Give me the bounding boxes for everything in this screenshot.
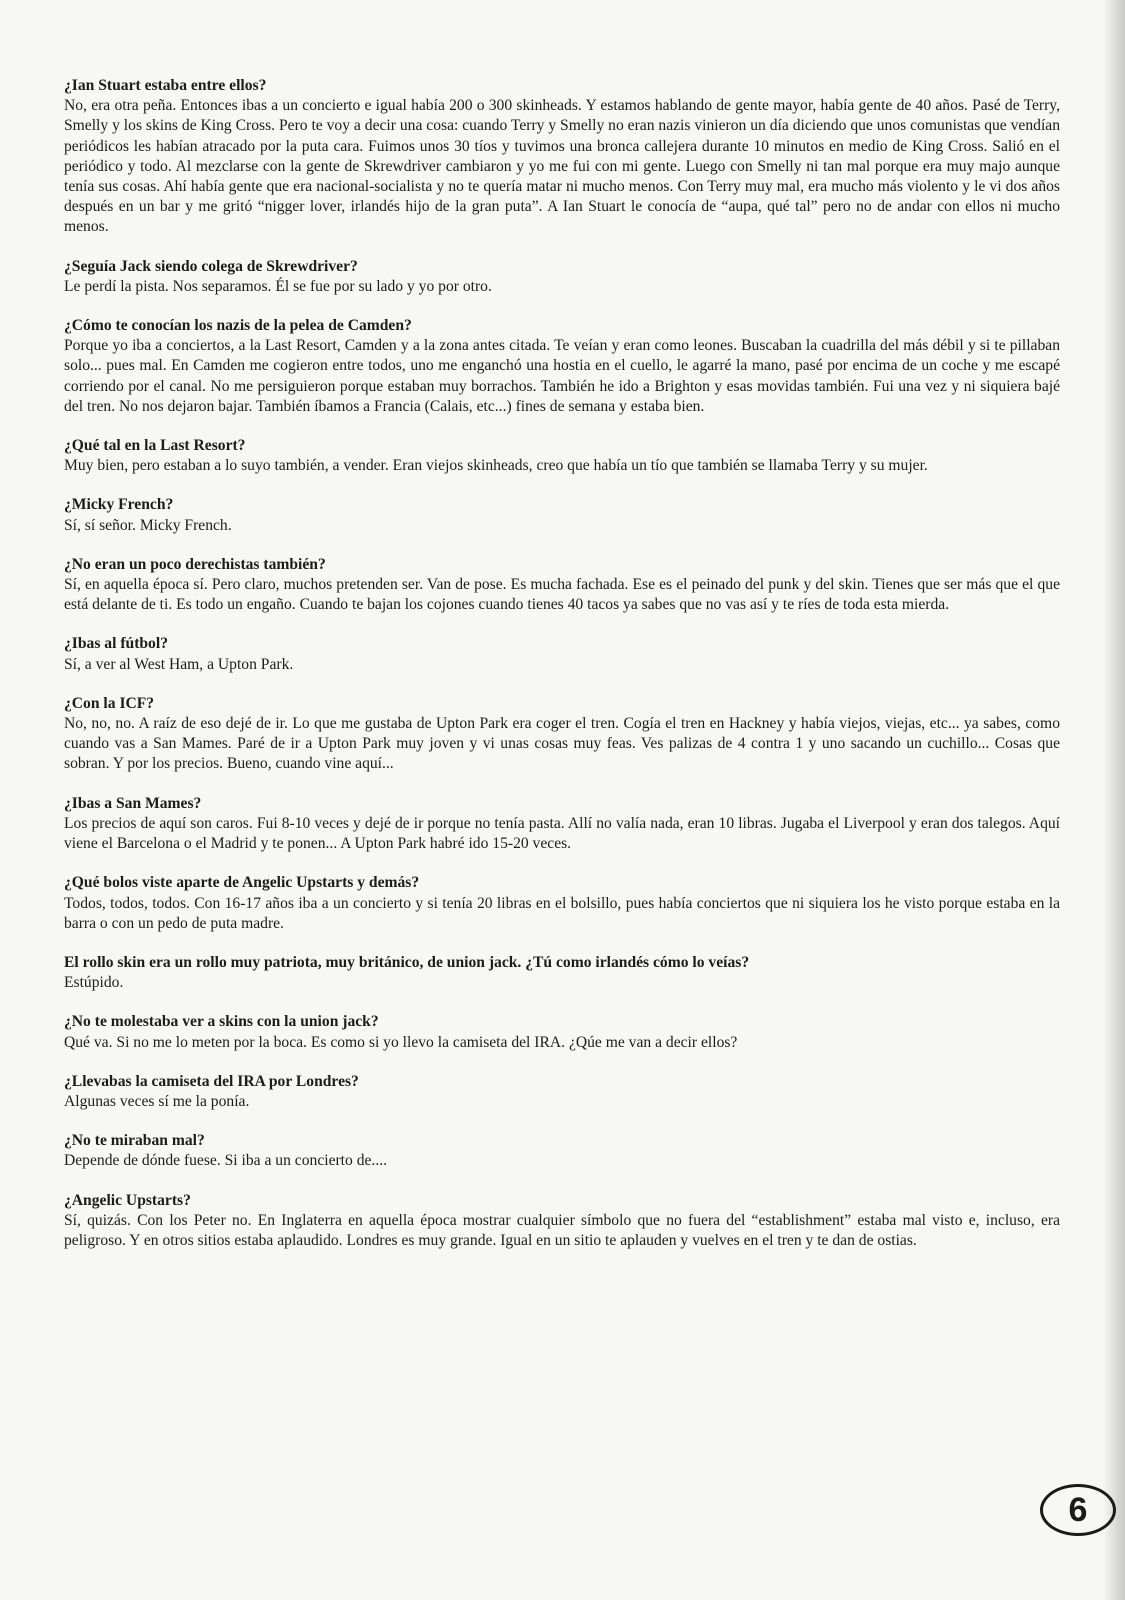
qa-block-9 bbox=[64, 794, 1060, 855]
qa-block-1 bbox=[64, 76, 1060, 238]
qa-block-8 bbox=[64, 694, 1060, 775]
answer: Sí, a ver al West Ham, a Upton Park. bbox=[64, 655, 294, 673]
answer: Sí, sí señor. Micky French. bbox=[64, 516, 232, 534]
answer: Depende de dónde fuese. Si iba a un concierto de.... bbox=[64, 1152, 388, 1170]
answer: No, era otra peña. Entonces ibas a un concierto e igual había 200 o 300 skinheads. Y estamos hablando de gente mayor, había gente de 40 años. Pasé de Terry, Smelly y los skins de King Cross. Pero te voy a decir una cosa: cuando Terry y Smelly no eran nazis vinieron un día diciendo que unos comunistas que vendían periódicos les habían atracado por la puta cara. Fuimos unos 30 tíos y tuvimos una bronca callejera durante 10 minutos en medio de King Cross. Salió en el periódico y todo. Al mezclarse con la gente de Skrewdriver cambiaron y yo me fui con mi gente. Luego con Smelly ni tan mal porque era muy majo aunque tenía sus cosas. Ahí había gente que era nacional-socialista y no te quería matar ni mucho menos. Con Terry muy mal, era mucho más violento y le vi dos años después en un bar y me gritó “nigger lover, irlandés hijo de la gran puta”. A Ian Stuart le conocía de “aupa, qué tal” pero no de andar con ellos ni mucho menos. bbox=[64, 97, 1060, 236]
page-number-badge bbox=[1040, 1484, 1116, 1536]
answer: No, no, no. A raíz de eso dejé de ir. Lo que me gustaba de Upton Park era coger el tren. Cogía el tren en Hackney y había viejos, viejas, etc... ya sabes, como cuando vas a San Mames. Paré de ir a Upton Park muy joven y vi unas cosas muy feas. Ves palizas de 4 contra 1 y uno sacando un cuchillo... Cosas que sobran. Y por los precios. Bueno, cuando vine aquí... bbox=[64, 715, 1060, 773]
answer: Muy bien, pero estaban a lo suyo también, a vender. Eran viejos skinheads, creo que había un tío que también se llamaba Terry y su mujer. bbox=[64, 457, 928, 475]
qa-block-15 bbox=[64, 1191, 1060, 1252]
question: ¿Cómo te conocían los nazis de la pelea de Camden? bbox=[64, 317, 412, 335]
qa-block-14 bbox=[64, 1131, 1060, 1171]
answer: Sí, en aquella época sí. Pero claro, muchos pretenden ser. Van de pose. Es mucha fachada. Ese es el peinado del punk y del skin. Tienes que ser más que el que está delante de ti. Es todo un engaño. Cuando te bajan los cojones cuando tienes 40 tacos ya sabes que no vas así y te ríes de toda esta mierda. bbox=[64, 576, 1060, 614]
qa-block-5 bbox=[64, 495, 1060, 535]
qa-block-11 bbox=[64, 953, 1060, 993]
question: ¿Ibas al fútbol? bbox=[64, 635, 168, 653]
question: ¿Qué tal en la Last Resort? bbox=[64, 437, 246, 455]
answer: Qué va. Si no me lo meten por la boca. Es como si yo llevo la camiseta del IRA. ¿Qúe me van a decir ellos? bbox=[64, 1033, 738, 1051]
interview-page bbox=[64, 76, 1060, 1270]
qa-block-13 bbox=[64, 1072, 1060, 1112]
answer: Sí, quizás. Con los Peter no. En Inglaterra en aquella época mostrar cualquier símbolo que no fuera del “establishment” estaba mal visto e, incluso, era peligroso. Y en otros sitios estaba aplaudido. Londres es muy grande. Igual en un sitio te aplauden y vuelves en el tren y te dan de ostias. bbox=[64, 1211, 1060, 1249]
qa-block-7 bbox=[64, 634, 1060, 674]
question: ¿Ibas a San Mames? bbox=[64, 794, 202, 812]
question: ¿No te molestaba ver a skins con la union jack? bbox=[64, 1013, 379, 1031]
qa-block-12 bbox=[64, 1012, 1060, 1052]
page-number: 6 bbox=[1068, 1490, 1088, 1529]
question: ¿Ian Stuart estaba entre ellos? bbox=[64, 77, 267, 94]
answer: Le perdí la pista. Nos separamos. Él se fue por su lado y yo por otro. bbox=[64, 277, 492, 295]
qa-block-3 bbox=[64, 316, 1060, 417]
question: ¿Micky French? bbox=[64, 496, 174, 514]
qa-block-6 bbox=[64, 555, 1060, 616]
question: ¿Seguía Jack siendo colega de Skrewdriver? bbox=[64, 257, 358, 275]
question: El rollo skin era un rollo muy patriota, muy británico, de union jack. ¿Tú como irlandés cómo lo veías? bbox=[64, 953, 750, 971]
answer: Estúpido. bbox=[64, 974, 124, 992]
answer: Todos, todos, todos. Con 16-17 años iba a un concierto y si tenía 20 libras en el bolsillo, pues había conciertos que ni siquiera los he visto porque estaba en la barra o con un pedo de puta madre. bbox=[64, 894, 1060, 932]
answer: Algunas veces sí me la ponía. bbox=[64, 1092, 250, 1110]
question: ¿Llevabas la camiseta del IRA por Londres? bbox=[64, 1072, 359, 1090]
qa-block-2 bbox=[64, 257, 1060, 297]
question: ¿Qué bolos viste aparte de Angelic Upstarts y demás? bbox=[64, 874, 420, 892]
question: ¿Angelic Upstarts? bbox=[64, 1191, 191, 1209]
qa-block-4 bbox=[64, 436, 1060, 476]
answer: Porque yo iba a conciertos, a la Last Resort, Camden y a la zona antes citada. Te veían y eran como leones. Buscaban la cuadrilla del más débil y si te pillaban solo... pues mal. En Camden me cogieron entre todos, uno me enganchó una hostia en el cuello, le agarré la mano, pasé por encima de un coche y me escapé corriendo por el canal. No me persiguieron porque estaban muy borrachos. También he ido a Brighton y esas movidas también. Fui una vez y ni siquiera bajé del tren. No nos dejaron bajar. También íbamos a Francia (Calais, etc...) fines de semana y estaba bien. bbox=[64, 337, 1060, 415]
question: ¿No te miraban mal? bbox=[64, 1132, 205, 1150]
qa-block-10 bbox=[64, 873, 1060, 934]
question: ¿Con la ICF? bbox=[64, 694, 155, 712]
page-edge-shadow bbox=[1103, 0, 1125, 1600]
question: ¿No eran un poco derechistas también? bbox=[64, 555, 326, 573]
answer: Los precios de aquí son caros. Fui 8-10 veces y dejé de ir porque no tenía pasta. Allí no valía nada, eran 10 libras. Jugaba el Liverpool y eran dos talegos. Aquí viene el Barcelona o el Madrid y te ponen... A Upton Park habré ido 15-20 veces. bbox=[64, 814, 1060, 853]
